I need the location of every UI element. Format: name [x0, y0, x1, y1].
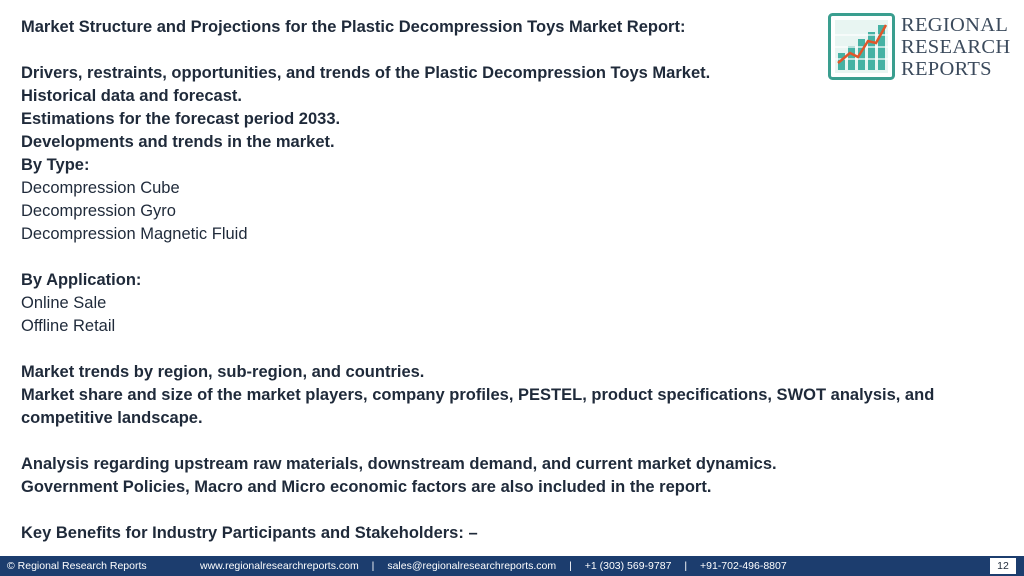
company-logo [828, 13, 1011, 83]
by-type-heading: By Type: [21, 156, 90, 174]
footer-phone-1[interactable]: +1 (303) 569-9787 [584, 560, 672, 572]
list-item: Estimations for the forecast period 2033. [21, 110, 341, 128]
footer-phone-2[interactable]: +91-702-496-8807 [700, 560, 787, 572]
application-item: Online Sale [21, 294, 107, 312]
footer-bar [0, 556, 1024, 576]
logo-line: REPORTS [901, 58, 992, 80]
footer-separator: | [569, 560, 572, 572]
type-item: Decompression Gyro [21, 202, 176, 220]
type-item: Decompression Cube [21, 179, 180, 197]
type-item: Decompression Magnetic Fluid [21, 225, 248, 243]
footer-separator: | [371, 560, 375, 572]
chart-logo-icon [828, 13, 895, 80]
by-application-heading: By Application: [21, 271, 142, 289]
government-policies: Government Policies, Macro and Micro economic factors are also included in the report. [21, 478, 712, 496]
logo-line: REGIONAL [901, 14, 1009, 36]
market-share-text: Market share and size of the market players, company profiles, PESTEL, product specifications, SWOT analysis, and competitive landscape. [21, 386, 935, 427]
footer-email-link[interactable]: sales@regionalresearchreports.com [387, 560, 557, 572]
report-title: Market Structure and Projections for the Plastic Decompression Toys Market Report: [21, 18, 686, 36]
footer-contacts [200, 556, 787, 576]
logo-wordmark [901, 14, 1010, 80]
report-content [21, 16, 961, 545]
list-item: Drivers, restraints, opportunities, and trends of the Plastic Decompression Toys Market. [21, 64, 711, 82]
page-number: 12 [990, 558, 1016, 574]
footer-separator: | [684, 560, 688, 572]
footer-copyright: © Regional Research Reports [7, 560, 147, 572]
footer-website-link[interactable]: www.regionalresearchreports.com [200, 560, 359, 572]
application-item: Offline Retail [21, 317, 116, 335]
logo-line: RESEARCH [901, 36, 1011, 58]
trends-by-region: Market trends by region, sub-region, and countries. [21, 363, 425, 381]
list-item: Historical data and forecast. [21, 87, 242, 105]
list-item: Developments and trends in the market. [21, 133, 335, 151]
key-benefits-heading: Key Benefits for Industry Participants and Stakeholders: – [21, 524, 478, 542]
upstream-analysis: Analysis regarding upstream raw materials, downstream demand, and current market dynamics. [21, 455, 777, 473]
